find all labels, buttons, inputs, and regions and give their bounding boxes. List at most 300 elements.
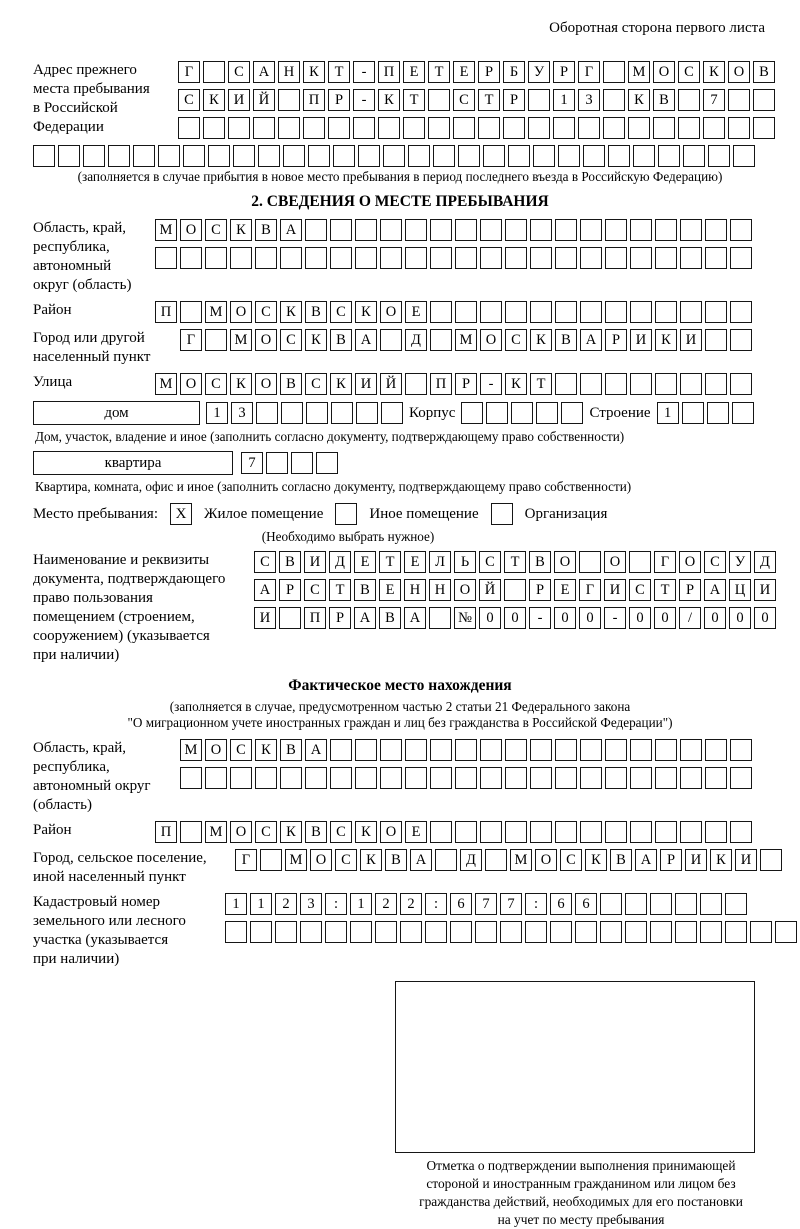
char-cell[interactable]: О — [653, 61, 675, 83]
char-cell[interactable]: О — [480, 329, 502, 351]
char-cell[interactable] — [430, 247, 452, 269]
char-cell[interactable]: С — [335, 849, 357, 871]
char-cell[interactable]: 3 — [300, 893, 322, 915]
char-cell[interactable]: К — [280, 821, 302, 843]
char-cell[interactable] — [380, 329, 402, 351]
char-cell[interactable] — [603, 61, 625, 83]
char-cell[interactable] — [600, 893, 622, 915]
char-cell[interactable] — [403, 117, 425, 139]
char-cell[interactable] — [536, 402, 558, 424]
char-cell[interactable] — [353, 117, 375, 139]
char-cell[interactable] — [305, 219, 327, 241]
char-cell[interactable] — [583, 145, 605, 167]
char-cell[interactable]: С — [305, 373, 327, 395]
char-cell[interactable] — [350, 921, 372, 943]
char-cell[interactable] — [630, 821, 652, 843]
char-cell[interactable] — [356, 402, 378, 424]
char-cell[interactable] — [730, 767, 752, 789]
char-cell[interactable] — [650, 921, 672, 943]
char-cell[interactable] — [455, 821, 477, 843]
char-cell[interactable] — [703, 117, 725, 139]
char-cell[interactable] — [258, 145, 280, 167]
char-cell[interactable]: Е — [379, 579, 401, 601]
char-cell[interactable]: П — [430, 373, 452, 395]
char-cell[interactable]: С — [453, 89, 475, 111]
char-cell[interactable] — [500, 921, 522, 943]
char-cell[interactable] — [430, 301, 452, 323]
checkbox-organization[interactable] — [491, 503, 513, 525]
char-cell[interactable]: С — [178, 89, 200, 111]
char-cell[interactable]: - — [604, 607, 626, 629]
char-cell[interactable]: К — [378, 89, 400, 111]
char-cell[interactable]: О — [230, 301, 252, 323]
char-cell[interactable] — [461, 402, 483, 424]
char-cell[interactable] — [730, 373, 752, 395]
char-cell[interactable]: Т — [530, 373, 552, 395]
char-cell[interactable] — [750, 921, 772, 943]
char-cell[interactable]: Л — [429, 551, 451, 573]
char-cell[interactable] — [450, 921, 472, 943]
char-cell[interactable]: Р — [660, 849, 682, 871]
char-cell[interactable] — [316, 452, 338, 474]
char-cell[interactable] — [605, 821, 627, 843]
char-cell[interactable]: М — [205, 301, 227, 323]
char-cell[interactable] — [331, 402, 353, 424]
char-cell[interactable] — [605, 767, 627, 789]
char-cell[interactable]: Г — [180, 329, 202, 351]
char-cell[interactable] — [155, 247, 177, 269]
char-cell[interactable] — [508, 145, 530, 167]
char-cell[interactable]: П — [378, 61, 400, 83]
char-cell[interactable]: 2 — [400, 893, 422, 915]
char-cell[interactable] — [705, 219, 727, 241]
char-cell[interactable]: Г — [235, 849, 257, 871]
char-cell[interactable] — [225, 921, 247, 943]
char-cell[interactable] — [260, 849, 282, 871]
char-cell[interactable] — [730, 301, 752, 323]
char-cell[interactable]: В — [653, 89, 675, 111]
char-cell[interactable] — [325, 921, 347, 943]
char-cell[interactable] — [550, 921, 572, 943]
char-cell[interactable]: О — [380, 301, 402, 323]
char-cell[interactable]: А — [404, 607, 426, 629]
char-cell[interactable] — [383, 145, 405, 167]
char-cell[interactable]: 6 — [575, 893, 597, 915]
char-cell[interactable] — [705, 329, 727, 351]
char-cell[interactable]: Ц — [729, 579, 751, 601]
char-cell[interactable] — [355, 767, 377, 789]
char-cell[interactable] — [278, 117, 300, 139]
char-cell[interactable]: К — [255, 739, 277, 761]
char-cell[interactable] — [435, 849, 457, 871]
char-cell[interactable]: Н — [278, 61, 300, 83]
char-cell[interactable]: О — [180, 373, 202, 395]
char-cell[interactable] — [256, 402, 278, 424]
char-cell[interactable]: А — [254, 579, 276, 601]
char-cell[interactable] — [380, 767, 402, 789]
char-cell[interactable]: К — [505, 373, 527, 395]
char-cell[interactable]: Р — [605, 329, 627, 351]
char-cell[interactable] — [485, 849, 507, 871]
char-cell[interactable]: А — [635, 849, 657, 871]
char-cell[interactable] — [255, 767, 277, 789]
char-cell[interactable] — [405, 767, 427, 789]
char-cell[interactable] — [533, 145, 555, 167]
char-cell[interactable] — [205, 329, 227, 351]
char-cell[interactable] — [683, 145, 705, 167]
char-cell[interactable] — [33, 145, 55, 167]
char-cell[interactable] — [629, 551, 651, 573]
char-cell[interactable] — [760, 849, 782, 871]
char-cell[interactable]: С — [228, 61, 250, 83]
char-cell[interactable]: В — [555, 329, 577, 351]
char-cell[interactable]: А — [280, 219, 302, 241]
char-cell[interactable]: Й — [479, 579, 501, 601]
char-cell[interactable] — [678, 89, 700, 111]
checkbox-other-premises[interactable] — [335, 503, 357, 525]
char-cell[interactable]: А — [354, 607, 376, 629]
char-cell[interactable] — [381, 402, 403, 424]
char-cell[interactable] — [605, 373, 627, 395]
char-cell[interactable]: Р — [329, 607, 351, 629]
char-cell[interactable] — [655, 767, 677, 789]
char-cell[interactable] — [455, 767, 477, 789]
char-cell[interactable] — [753, 117, 775, 139]
char-cell[interactable] — [453, 117, 475, 139]
char-cell[interactable] — [203, 117, 225, 139]
char-cell[interactable] — [555, 739, 577, 761]
char-cell[interactable] — [680, 821, 702, 843]
char-cell[interactable] — [455, 301, 477, 323]
char-cell[interactable] — [555, 301, 577, 323]
char-cell[interactable]: С — [678, 61, 700, 83]
char-cell[interactable]: 6 — [550, 893, 572, 915]
char-cell[interactable] — [330, 247, 352, 269]
char-cell[interactable] — [505, 739, 527, 761]
char-cell[interactable]: М — [155, 373, 177, 395]
char-cell[interactable] — [700, 893, 722, 915]
char-cell[interactable]: Т — [504, 551, 526, 573]
char-cell[interactable]: М — [510, 849, 532, 871]
char-cell[interactable] — [228, 117, 250, 139]
char-cell[interactable]: 1 — [225, 893, 247, 915]
char-cell[interactable]: 1 — [206, 402, 228, 424]
char-cell[interactable]: 2 — [275, 893, 297, 915]
char-cell[interactable]: С — [280, 329, 302, 351]
char-cell[interactable] — [680, 373, 702, 395]
char-cell[interactable]: А — [253, 61, 275, 83]
char-cell[interactable]: 6 — [450, 893, 472, 915]
char-cell[interactable] — [208, 145, 230, 167]
char-cell[interactable] — [630, 739, 652, 761]
char-cell[interactable] — [478, 117, 500, 139]
char-cell[interactable] — [133, 145, 155, 167]
char-cell[interactable]: О — [255, 329, 277, 351]
char-cell[interactable] — [480, 739, 502, 761]
char-cell[interactable] — [430, 767, 452, 789]
char-cell[interactable]: Г — [579, 579, 601, 601]
char-cell[interactable] — [655, 247, 677, 269]
char-cell[interactable]: Т — [478, 89, 500, 111]
char-cell[interactable] — [525, 921, 547, 943]
char-cell[interactable] — [578, 117, 600, 139]
char-cell[interactable]: Д — [754, 551, 776, 573]
char-cell[interactable] — [505, 219, 527, 241]
char-cell[interactable]: 0 — [579, 607, 601, 629]
char-cell[interactable]: Ь — [454, 551, 476, 573]
char-cell[interactable]: И — [228, 89, 250, 111]
char-cell[interactable]: 7 — [475, 893, 497, 915]
char-cell[interactable]: И — [754, 579, 776, 601]
char-cell[interactable]: А — [704, 579, 726, 601]
char-cell[interactable]: В — [280, 739, 302, 761]
char-cell[interactable] — [530, 767, 552, 789]
char-cell[interactable] — [308, 145, 330, 167]
char-cell[interactable]: 1 — [250, 893, 272, 915]
char-cell[interactable]: Е — [405, 301, 427, 323]
char-cell[interactable]: Е — [405, 821, 427, 843]
char-cell[interactable]: Н — [404, 579, 426, 601]
char-cell[interactable]: - — [353, 61, 375, 83]
char-cell[interactable] — [279, 607, 301, 629]
char-cell[interactable] — [330, 739, 352, 761]
char-cell[interactable] — [283, 145, 305, 167]
char-cell[interactable] — [605, 247, 627, 269]
char-cell[interactable] — [633, 145, 655, 167]
char-cell[interactable] — [605, 301, 627, 323]
char-cell[interactable]: И — [630, 329, 652, 351]
char-cell[interactable]: П — [304, 607, 326, 629]
char-cell[interactable] — [330, 219, 352, 241]
char-cell[interactable]: О — [604, 551, 626, 573]
char-cell[interactable] — [655, 373, 677, 395]
char-cell[interactable] — [555, 821, 577, 843]
char-cell[interactable] — [378, 117, 400, 139]
char-cell[interactable]: П — [303, 89, 325, 111]
char-cell[interactable] — [733, 145, 755, 167]
char-cell[interactable] — [480, 767, 502, 789]
char-cell[interactable] — [775, 921, 797, 943]
char-cell[interactable]: М — [205, 821, 227, 843]
char-cell[interactable]: : — [325, 893, 347, 915]
char-cell[interactable]: О — [679, 551, 701, 573]
char-cell[interactable]: Е — [354, 551, 376, 573]
char-cell[interactable] — [630, 373, 652, 395]
char-cell[interactable] — [705, 767, 727, 789]
char-cell[interactable] — [480, 219, 502, 241]
char-cell[interactable]: - — [353, 89, 375, 111]
char-cell[interactable]: К — [355, 301, 377, 323]
char-cell[interactable] — [203, 61, 225, 83]
char-cell[interactable] — [291, 452, 313, 474]
char-cell[interactable] — [605, 219, 627, 241]
char-cell[interactable]: К — [230, 373, 252, 395]
char-cell[interactable]: У — [729, 551, 751, 573]
char-cell[interactable] — [280, 767, 302, 789]
char-cell[interactable]: И — [355, 373, 377, 395]
char-cell[interactable] — [555, 219, 577, 241]
char-cell[interactable]: В — [330, 329, 352, 351]
char-cell[interactable] — [408, 145, 430, 167]
char-cell[interactable] — [603, 89, 625, 111]
char-cell[interactable] — [700, 921, 722, 943]
char-cell[interactable]: С — [255, 821, 277, 843]
char-cell[interactable]: Г — [578, 61, 600, 83]
char-cell[interactable] — [580, 301, 602, 323]
char-cell[interactable]: К — [628, 89, 650, 111]
char-cell[interactable] — [553, 117, 575, 139]
char-cell[interactable] — [405, 739, 427, 761]
char-cell[interactable]: О — [535, 849, 557, 871]
char-cell[interactable]: С — [205, 373, 227, 395]
char-cell[interactable] — [266, 452, 288, 474]
char-cell[interactable] — [728, 89, 750, 111]
char-cell[interactable]: О — [310, 849, 332, 871]
char-cell[interactable] — [530, 739, 552, 761]
char-cell[interactable] — [180, 301, 202, 323]
char-cell[interactable]: К — [305, 329, 327, 351]
char-cell[interactable]: К — [355, 821, 377, 843]
char-cell[interactable] — [355, 247, 377, 269]
char-cell[interactable] — [255, 247, 277, 269]
char-cell[interactable] — [253, 117, 275, 139]
char-cell[interactable] — [355, 739, 377, 761]
char-cell[interactable]: Р — [529, 579, 551, 601]
char-cell[interactable]: М — [230, 329, 252, 351]
char-cell[interactable]: Е — [554, 579, 576, 601]
char-cell[interactable]: Т — [329, 579, 351, 601]
char-cell[interactable] — [605, 739, 627, 761]
char-cell[interactable] — [303, 117, 325, 139]
char-cell[interactable]: / — [679, 607, 701, 629]
char-cell[interactable] — [486, 402, 508, 424]
char-cell[interactable] — [658, 145, 680, 167]
char-cell[interactable]: С — [205, 219, 227, 241]
char-cell[interactable] — [625, 921, 647, 943]
char-cell[interactable] — [455, 739, 477, 761]
char-cell[interactable] — [380, 219, 402, 241]
char-cell[interactable] — [680, 301, 702, 323]
char-cell[interactable]: Д — [329, 551, 351, 573]
char-cell[interactable]: Т — [328, 61, 350, 83]
char-cell[interactable] — [530, 821, 552, 843]
char-cell[interactable] — [728, 117, 750, 139]
char-cell[interactable]: С — [330, 301, 352, 323]
char-cell[interactable]: Р — [478, 61, 500, 83]
char-cell[interactable]: К — [230, 219, 252, 241]
char-cell[interactable]: 0 — [629, 607, 651, 629]
char-cell[interactable] — [275, 921, 297, 943]
char-cell[interactable] — [680, 767, 702, 789]
char-cell[interactable] — [650, 893, 672, 915]
char-cell[interactable] — [480, 821, 502, 843]
char-cell[interactable]: 3 — [578, 89, 600, 111]
char-cell[interactable] — [83, 145, 105, 167]
char-cell[interactable] — [511, 402, 533, 424]
char-cell[interactable]: О — [230, 821, 252, 843]
char-cell[interactable]: К — [280, 301, 302, 323]
char-cell[interactable] — [503, 117, 525, 139]
char-cell[interactable] — [430, 739, 452, 761]
char-cell[interactable] — [230, 767, 252, 789]
char-cell[interactable]: 0 — [479, 607, 501, 629]
char-cell[interactable] — [425, 921, 447, 943]
char-cell[interactable] — [475, 921, 497, 943]
char-cell[interactable] — [306, 402, 328, 424]
char-cell[interactable]: Т — [379, 551, 401, 573]
char-cell[interactable]: М — [628, 61, 650, 83]
char-cell[interactable] — [250, 921, 272, 943]
char-cell[interactable]: 0 — [729, 607, 751, 629]
char-cell[interactable] — [108, 145, 130, 167]
char-cell[interactable]: И — [735, 849, 757, 871]
char-cell[interactable] — [630, 301, 652, 323]
char-cell[interactable]: О — [255, 373, 277, 395]
char-cell[interactable] — [625, 893, 647, 915]
char-cell[interactable] — [753, 89, 775, 111]
char-cell[interactable]: Д — [405, 329, 427, 351]
char-cell[interactable] — [380, 739, 402, 761]
char-cell[interactable] — [580, 247, 602, 269]
char-cell[interactable]: О — [180, 219, 202, 241]
char-cell[interactable] — [705, 247, 727, 269]
char-cell[interactable]: Р — [553, 61, 575, 83]
char-cell[interactable] — [680, 247, 702, 269]
char-cell[interactable]: М — [285, 849, 307, 871]
char-cell[interactable] — [558, 145, 580, 167]
char-cell[interactable]: В — [610, 849, 632, 871]
char-cell[interactable] — [730, 739, 752, 761]
char-cell[interactable] — [180, 247, 202, 269]
char-cell[interactable]: Н — [429, 579, 451, 601]
char-cell[interactable]: М — [155, 219, 177, 241]
char-cell[interactable]: А — [580, 329, 602, 351]
char-cell[interactable] — [530, 301, 552, 323]
char-cell[interactable]: 1 — [553, 89, 575, 111]
char-cell[interactable] — [730, 329, 752, 351]
char-cell[interactable] — [528, 117, 550, 139]
char-cell[interactable]: В — [279, 551, 301, 573]
char-cell[interactable] — [575, 921, 597, 943]
char-cell[interactable]: К — [530, 329, 552, 351]
char-cell[interactable] — [682, 402, 704, 424]
char-cell[interactable] — [180, 821, 202, 843]
char-cell[interactable] — [429, 607, 451, 629]
char-cell[interactable] — [680, 219, 702, 241]
char-cell[interactable] — [579, 551, 601, 573]
char-cell[interactable]: М — [455, 329, 477, 351]
char-cell[interactable]: В — [255, 219, 277, 241]
char-cell[interactable] — [158, 145, 180, 167]
char-cell[interactable]: С — [505, 329, 527, 351]
char-cell[interactable] — [630, 219, 652, 241]
char-cell[interactable] — [628, 117, 650, 139]
char-cell[interactable]: В — [305, 301, 327, 323]
char-cell[interactable]: В — [753, 61, 775, 83]
char-cell[interactable] — [655, 301, 677, 323]
char-cell[interactable] — [430, 219, 452, 241]
char-cell[interactable] — [555, 247, 577, 269]
char-cell[interactable] — [655, 739, 677, 761]
char-cell[interactable] — [675, 921, 697, 943]
char-cell[interactable] — [483, 145, 505, 167]
char-cell[interactable] — [708, 145, 730, 167]
char-cell[interactable]: № — [454, 607, 476, 629]
char-cell[interactable]: К — [585, 849, 607, 871]
char-cell[interactable]: К — [203, 89, 225, 111]
char-cell[interactable] — [730, 219, 752, 241]
char-cell[interactable] — [328, 117, 350, 139]
